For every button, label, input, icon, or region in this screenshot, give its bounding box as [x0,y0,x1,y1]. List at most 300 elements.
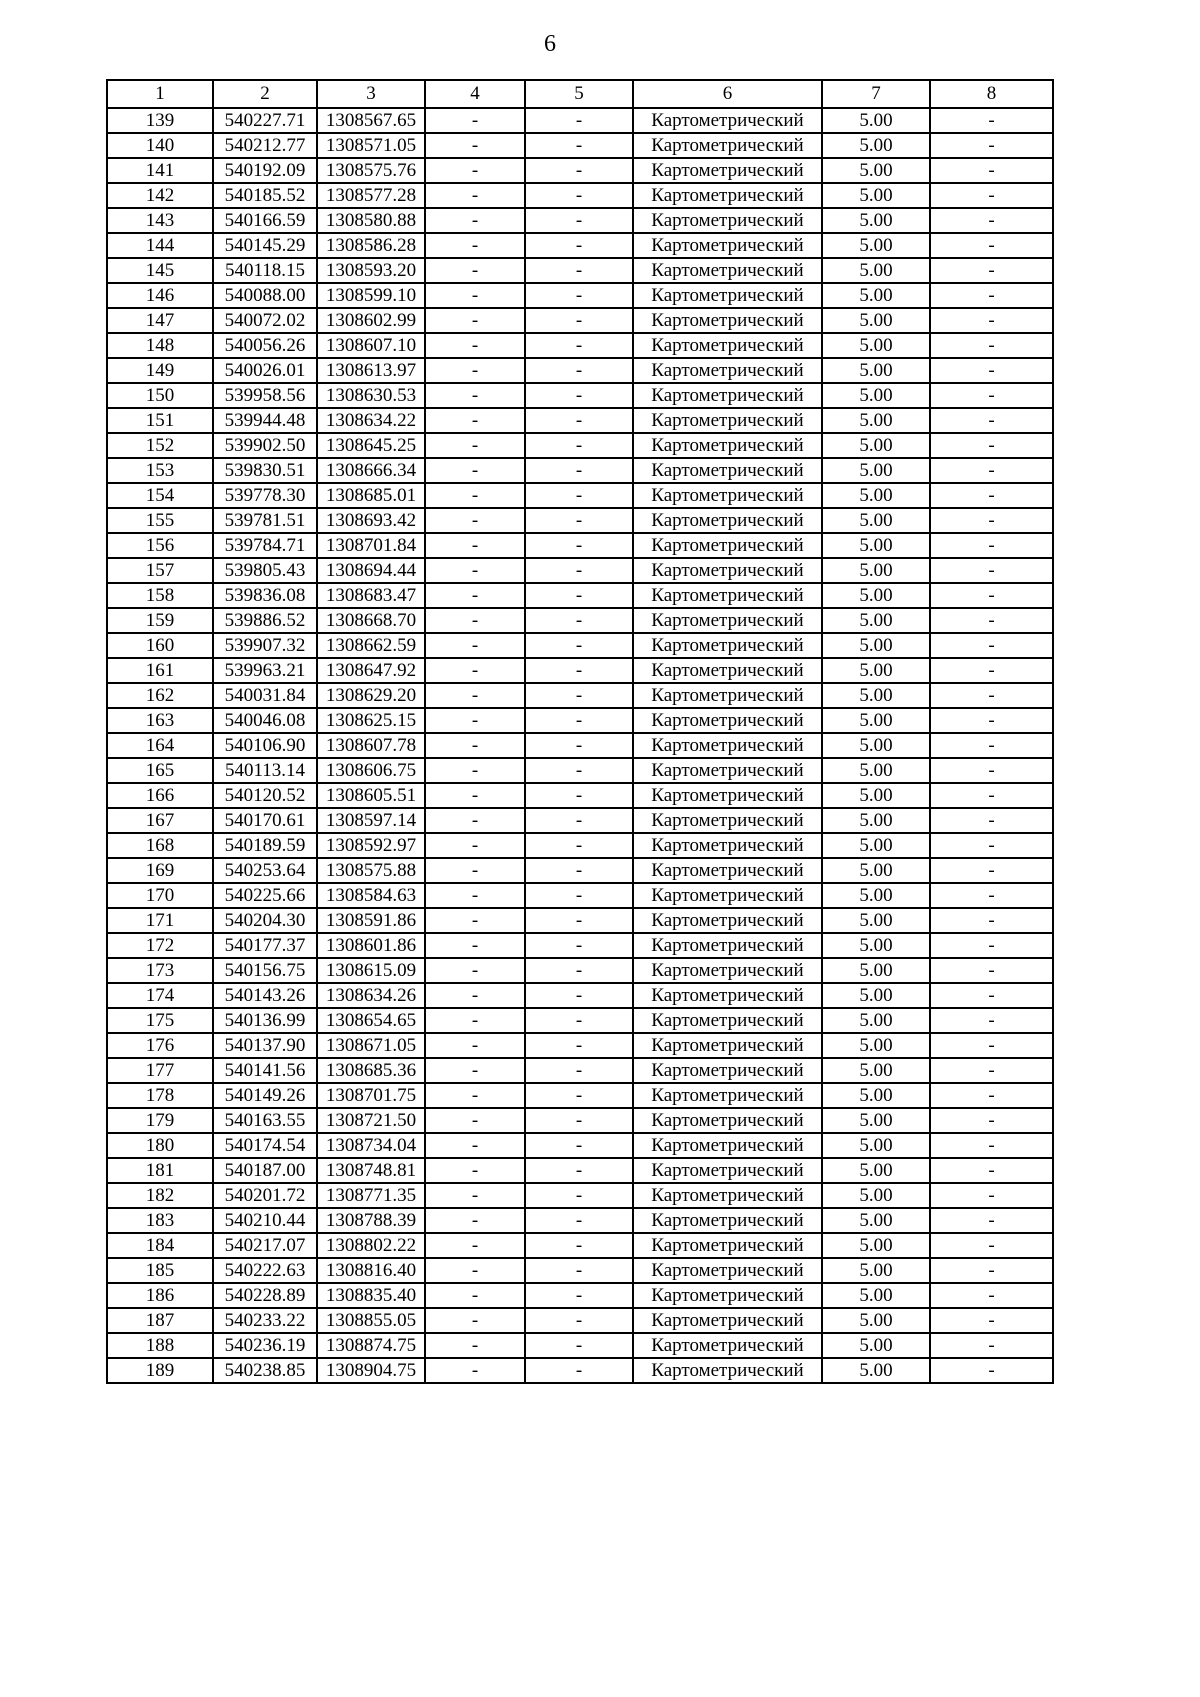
cell-col-8: - [930,1133,1053,1158]
cell-accuracy: 5.00 [822,633,930,658]
cell-col-5: - [525,858,633,883]
cell-col-8: - [930,633,1053,658]
header-cell-4: 4 [425,80,525,108]
cell-x-coordinate: 540137.90 [213,1033,317,1058]
cell-accuracy: 5.00 [822,208,930,233]
cell-col-8: - [930,558,1053,583]
cell-col-5: - [525,733,633,758]
cell-col-4: - [425,883,525,908]
cell-point-number: 163 [107,708,213,733]
cell-y-coordinate: 1308654.65 [317,1008,425,1033]
header-row [107,80,1053,108]
cell-col-4: - [425,833,525,858]
cell-x-coordinate: 540227.71 [213,108,317,133]
table-row [107,1258,1053,1283]
cell-y-coordinate: 1308613.97 [317,358,425,383]
page-number: 6 [544,31,556,57]
cell-x-coordinate: 540088.00 [213,283,317,308]
cell-y-coordinate: 1308593.20 [317,258,425,283]
cell-col-5: - [525,1308,633,1333]
cell-accuracy: 5.00 [822,1308,930,1333]
cell-col-4: - [425,233,525,258]
cell-method: Картометрический [633,583,822,608]
cell-point-number: 140 [107,133,213,158]
cell-point-number: 154 [107,483,213,508]
cell-accuracy: 5.00 [822,1008,930,1033]
cell-col-5: - [525,1358,633,1383]
coordinates-table [106,79,1054,1384]
cell-method: Картометрический [633,183,822,208]
cell-col-8: - [930,108,1053,133]
cell-y-coordinate: 1308606.75 [317,758,425,783]
cell-col-4: - [425,1108,525,1133]
cell-y-coordinate: 1308592.97 [317,833,425,858]
cell-accuracy: 5.00 [822,383,930,408]
cell-col-5: - [525,1108,633,1133]
cell-x-coordinate: 540056.26 [213,333,317,358]
header-cell-2: 2 [213,80,317,108]
cell-x-coordinate: 540156.75 [213,958,317,983]
cell-point-number: 156 [107,533,213,558]
cell-point-number: 158 [107,583,213,608]
cell-y-coordinate: 1308701.75 [317,1083,425,1108]
cell-accuracy: 5.00 [822,833,930,858]
cell-col-4: - [425,908,525,933]
table-row [107,1058,1053,1083]
cell-y-coordinate: 1308771.35 [317,1183,425,1208]
cell-method: Картометрический [633,1133,822,1158]
table-row [107,758,1053,783]
cell-accuracy: 5.00 [822,1233,930,1258]
cell-col-5: - [525,1058,633,1083]
cell-accuracy: 5.00 [822,758,930,783]
cell-col-8: - [930,1333,1053,1358]
cell-col-4: - [425,283,525,308]
cell-accuracy: 5.00 [822,1058,930,1083]
cell-y-coordinate: 1308567.65 [317,108,425,133]
header-cell-1: 1 [107,80,213,108]
cell-x-coordinate: 539886.52 [213,608,317,633]
cell-y-coordinate: 1308874.75 [317,1333,425,1358]
cell-col-5: - [525,633,633,658]
cell-accuracy: 5.00 [822,658,930,683]
cell-accuracy: 5.00 [822,258,930,283]
cell-y-coordinate: 1308634.22 [317,408,425,433]
cell-y-coordinate: 1308701.84 [317,533,425,558]
cell-col-4: - [425,658,525,683]
table-row [107,458,1053,483]
table-row [107,1183,1053,1208]
cell-y-coordinate: 1308630.53 [317,383,425,408]
cell-accuracy: 5.00 [822,608,930,633]
header-cell-5: 5 [525,80,633,108]
table-row [107,958,1053,983]
cell-x-coordinate: 540189.59 [213,833,317,858]
cell-accuracy: 5.00 [822,733,930,758]
table-row [107,1083,1053,1108]
cell-col-5: - [525,408,633,433]
cell-col-4: - [425,683,525,708]
cell-col-5: - [525,358,633,383]
cell-accuracy: 5.00 [822,183,930,208]
cell-accuracy: 5.00 [822,983,930,1008]
cell-x-coordinate: 539778.30 [213,483,317,508]
cell-col-8: - [930,1083,1053,1108]
cell-method: Картометрический [633,1233,822,1258]
cell-x-coordinate: 540233.22 [213,1308,317,1333]
cell-col-8: - [930,233,1053,258]
cell-col-8: - [930,1308,1053,1333]
cell-x-coordinate: 540177.37 [213,933,317,958]
table-row [107,1208,1053,1233]
cell-x-coordinate: 540163.55 [213,1108,317,1133]
cell-point-number: 177 [107,1058,213,1083]
cell-x-coordinate: 540187.00 [213,1158,317,1183]
cell-col-5: - [525,333,633,358]
cell-method: Картометрический [633,208,822,233]
cell-x-coordinate: 540238.85 [213,1358,317,1383]
cell-method: Картометрический [633,458,822,483]
cell-y-coordinate: 1308615.09 [317,958,425,983]
cell-x-coordinate: 540106.90 [213,733,317,758]
cell-point-number: 187 [107,1308,213,1333]
header-cell-7: 7 [822,80,930,108]
cell-col-4: - [425,408,525,433]
cell-accuracy: 5.00 [822,433,930,458]
cell-col-5: - [525,708,633,733]
cell-x-coordinate: 540236.19 [213,1333,317,1358]
header-cell-3: 3 [317,80,425,108]
cell-point-number: 172 [107,933,213,958]
table-row [107,1108,1053,1133]
cell-col-4: - [425,458,525,483]
cell-y-coordinate: 1308904.75 [317,1358,425,1383]
cell-col-4: - [425,358,525,383]
cell-method: Картометрический [633,558,822,583]
cell-x-coordinate: 540072.02 [213,308,317,333]
cell-y-coordinate: 1308666.34 [317,458,425,483]
cell-method: Картометрический [633,433,822,458]
cell-method: Картометрический [633,933,822,958]
cell-y-coordinate: 1308721.50 [317,1108,425,1133]
cell-method: Картометрический [633,1183,822,1208]
cell-x-coordinate: 540145.29 [213,233,317,258]
cell-accuracy: 5.00 [822,683,930,708]
cell-point-number: 165 [107,758,213,783]
table-row [107,533,1053,558]
cell-col-4: - [425,1058,525,1083]
cell-y-coordinate: 1308645.25 [317,433,425,458]
cell-method: Картометрический [633,333,822,358]
cell-point-number: 188 [107,1333,213,1358]
cell-point-number: 189 [107,1358,213,1383]
cell-y-coordinate: 1308788.39 [317,1208,425,1233]
table-row [107,333,1053,358]
cell-col-5: - [525,1333,633,1358]
cell-method: Картометрический [633,1083,822,1108]
cell-col-8: - [930,433,1053,458]
cell-method: Картометрический [633,708,822,733]
cell-point-number: 166 [107,783,213,808]
cell-method: Картометрический [633,658,822,683]
table-row [107,633,1053,658]
cell-y-coordinate: 1308575.76 [317,158,425,183]
cell-method: Картометрический [633,733,822,758]
cell-col-8: - [930,1158,1053,1183]
cell-accuracy: 5.00 [822,1183,930,1208]
cell-x-coordinate: 539902.50 [213,433,317,458]
cell-accuracy: 5.00 [822,1133,930,1158]
cell-col-8: - [930,483,1053,508]
cell-point-number: 164 [107,733,213,758]
cell-col-5: - [525,933,633,958]
table-row [107,208,1053,233]
cell-col-5: - [525,433,633,458]
cell-method: Картометрический [633,108,822,133]
cell-col-4: - [425,1133,525,1158]
cell-point-number: 152 [107,433,213,458]
cell-method: Картометрический [633,1208,822,1233]
cell-col-8: - [930,1108,1053,1133]
cell-col-8: - [930,833,1053,858]
header-cell-8: 8 [930,80,1053,108]
cell-col-8: - [930,1283,1053,1308]
cell-y-coordinate: 1308734.04 [317,1133,425,1158]
cell-y-coordinate: 1308647.92 [317,658,425,683]
cell-col-4: - [425,208,525,233]
cell-col-8: - [930,208,1053,233]
cell-col-5: - [525,158,633,183]
cell-col-8: - [930,1008,1053,1033]
cell-method: Картометрический [633,483,822,508]
cell-col-8: - [930,683,1053,708]
table-row [107,1233,1053,1258]
table-row [107,883,1053,908]
table-row [107,1008,1053,1033]
table-row [107,358,1053,383]
cell-point-number: 155 [107,508,213,533]
cell-col-5: - [525,183,633,208]
cell-point-number: 181 [107,1158,213,1183]
cell-point-number: 161 [107,658,213,683]
cell-x-coordinate: 539944.48 [213,408,317,433]
cell-x-coordinate: 540204.30 [213,908,317,933]
cell-col-8: - [930,133,1053,158]
cell-x-coordinate: 540212.77 [213,133,317,158]
table-row [107,983,1053,1008]
table-row [107,483,1053,508]
table-row [107,733,1053,758]
table-body [107,108,1053,1383]
cell-y-coordinate: 1308685.01 [317,483,425,508]
cell-x-coordinate: 540210.44 [213,1208,317,1233]
cell-point-number: 178 [107,1083,213,1108]
cell-method: Картометрический [633,408,822,433]
cell-col-8: - [930,283,1053,308]
cell-y-coordinate: 1308816.40 [317,1258,425,1283]
table-row [107,1158,1053,1183]
cell-col-4: - [425,1258,525,1283]
cell-col-4: - [425,808,525,833]
cell-col-8: - [930,1258,1053,1283]
cell-y-coordinate: 1308591.86 [317,908,425,933]
cell-col-4: - [425,433,525,458]
cell-col-5: - [525,608,633,633]
cell-accuracy: 5.00 [822,1083,930,1108]
cell-point-number: 182 [107,1183,213,1208]
cell-col-8: - [930,983,1053,1008]
cell-col-8: - [930,1358,1053,1383]
cell-point-number: 183 [107,1208,213,1233]
cell-col-4: - [425,958,525,983]
cell-col-5: - [525,833,633,858]
cell-x-coordinate: 540185.52 [213,183,317,208]
cell-point-number: 170 [107,883,213,908]
cell-col-5: - [525,808,633,833]
cell-method: Картометрический [633,383,822,408]
cell-col-4: - [425,1208,525,1233]
cell-col-8: - [930,858,1053,883]
cell-y-coordinate: 1308634.26 [317,983,425,1008]
table-row [107,1033,1053,1058]
cell-accuracy: 5.00 [822,583,930,608]
cell-col-5: - [525,583,633,608]
cell-accuracy: 5.00 [822,558,930,583]
table-row [107,508,1053,533]
cell-point-number: 185 [107,1258,213,1283]
cell-method: Картометрический [633,833,822,858]
cell-col-5: - [525,683,633,708]
cell-col-5: - [525,508,633,533]
cell-method: Картометрический [633,233,822,258]
cell-col-4: - [425,133,525,158]
cell-x-coordinate: 539781.51 [213,508,317,533]
cell-col-8: - [930,408,1053,433]
cell-method: Картометрический [633,683,822,708]
cell-y-coordinate: 1308597.14 [317,808,425,833]
cell-method: Картометрический [633,358,822,383]
cell-col-8: - [930,958,1053,983]
cell-method: Картометрический [633,608,822,633]
cell-accuracy: 5.00 [822,1033,930,1058]
cell-x-coordinate: 540113.14 [213,758,317,783]
cell-col-8: - [930,308,1053,333]
cell-y-coordinate: 1308685.36 [317,1058,425,1083]
table-row [107,858,1053,883]
cell-accuracy: 5.00 [822,783,930,808]
cell-accuracy: 5.00 [822,133,930,158]
cell-accuracy: 5.00 [822,108,930,133]
table-row [107,808,1053,833]
cell-point-number: 186 [107,1283,213,1308]
cell-point-number: 144 [107,233,213,258]
cell-accuracy: 5.00 [822,1358,930,1383]
cell-col-8: - [930,908,1053,933]
cell-point-number: 174 [107,983,213,1008]
cell-col-4: - [425,1283,525,1308]
cell-col-8: - [930,733,1053,758]
table-row [107,133,1053,158]
cell-col-8: - [930,658,1053,683]
cell-point-number: 150 [107,383,213,408]
cell-method: Картометрический [633,1358,822,1383]
cell-col-4: - [425,1158,525,1183]
cell-col-5: - [525,1208,633,1233]
cell-col-5: - [525,483,633,508]
cell-col-8: - [930,883,1053,908]
cell-point-number: 147 [107,308,213,333]
cell-method: Картометрический [633,808,822,833]
table-row [107,658,1053,683]
cell-point-number: 176 [107,1033,213,1058]
cell-accuracy: 5.00 [822,858,930,883]
cell-accuracy: 5.00 [822,883,930,908]
cell-accuracy: 5.00 [822,483,930,508]
table-row [107,908,1053,933]
cell-col-5: - [525,1283,633,1308]
cell-point-number: 179 [107,1108,213,1133]
cell-col-4: - [425,383,525,408]
table-row [107,1133,1053,1158]
cell-x-coordinate: 539958.56 [213,383,317,408]
cell-y-coordinate: 1308835.40 [317,1283,425,1308]
cell-x-coordinate: 540228.89 [213,1283,317,1308]
cell-col-8: - [930,183,1053,208]
cell-col-8: - [930,1233,1053,1258]
cell-y-coordinate: 1308607.10 [317,333,425,358]
cell-accuracy: 5.00 [822,958,930,983]
cell-accuracy: 5.00 [822,408,930,433]
cell-point-number: 173 [107,958,213,983]
cell-col-5: - [525,958,633,983]
cell-col-4: - [425,1008,525,1033]
cell-col-5: - [525,108,633,133]
cell-x-coordinate: 540118.15 [213,258,317,283]
cell-x-coordinate: 540136.99 [213,1008,317,1033]
cell-col-5: - [525,1008,633,1033]
cell-col-4: - [425,1308,525,1333]
cell-col-4: - [425,1033,525,1058]
table-row [107,258,1053,283]
cell-accuracy: 5.00 [822,158,930,183]
cell-method: Картометрический [633,308,822,333]
cell-y-coordinate: 1308748.81 [317,1158,425,1183]
cell-y-coordinate: 1308607.78 [317,733,425,758]
cell-x-coordinate: 540046.08 [213,708,317,733]
cell-x-coordinate: 539907.32 [213,633,317,658]
table-row [107,783,1053,808]
cell-col-8: - [930,1183,1053,1208]
table-row [107,1358,1053,1383]
cell-col-8: - [930,1058,1053,1083]
cell-point-number: 167 [107,808,213,833]
cell-col-8: - [930,708,1053,733]
cell-col-5: - [525,1133,633,1158]
cell-method: Картометрический [633,908,822,933]
cell-x-coordinate: 540166.59 [213,208,317,233]
cell-method: Картометрический [633,1033,822,1058]
cell-col-5: - [525,983,633,1008]
cell-col-4: - [425,933,525,958]
cell-point-number: 142 [107,183,213,208]
cell-col-4: - [425,1358,525,1383]
cell-col-4: - [425,1183,525,1208]
cell-y-coordinate: 1308601.86 [317,933,425,958]
cell-col-4: - [425,183,525,208]
cell-method: Картометрический [633,983,822,1008]
cell-accuracy: 5.00 [822,533,930,558]
cell-method: Картометрический [633,508,822,533]
